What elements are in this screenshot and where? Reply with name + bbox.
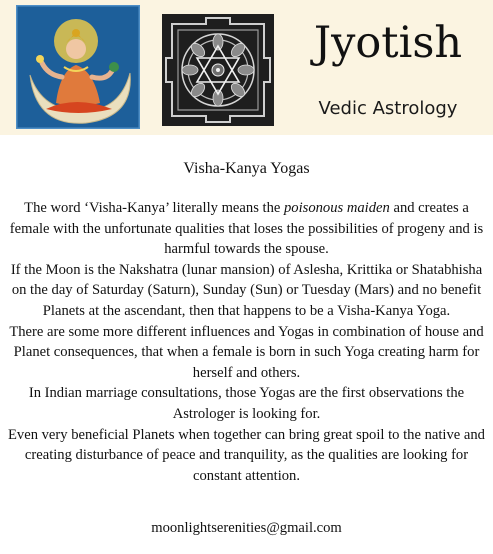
yantra-symbol-image bbox=[162, 14, 274, 126]
paragraph-definition bbox=[8, 198, 485, 260]
paragraph-influences: There are some more different influences and Yogas in combination of house and Planet consequences, that when a female is born in such Yoga creating harm for herself and others. bbox=[9, 323, 484, 381]
article-body bbox=[8, 198, 485, 486]
header-banner bbox=[0, 0, 493, 135]
article-title: Visha-Kanya Yogas bbox=[183, 160, 310, 177]
paragraph-definition-after: and creates a female with the unfortunate qualities that loses the possibilities of progeny and is harmful towards the spouse. bbox=[9, 200, 484, 258]
poisonous-maiden-emphasis: poisonous maiden bbox=[284, 200, 390, 216]
contact-email: moonlightserenities@gmail.com bbox=[151, 520, 342, 536]
moon-deity-image bbox=[16, 5, 140, 129]
paragraph-nakshatra: If the Moon is the Nakshatra (lunar mansion) of Aslesha, Krittika or Shatabhisha on the day of Saturday (Saturn), Sunday (Sun) or Tuesday (Mars) and no benefit Planets at the ascendant, then that happens to be a Visha-Kanya Yoga. bbox=[10, 261, 483, 319]
paragraph-planets: Even very beneficial Planets when together can bring great spoil to the native and creating disturbance of peace and tranquility, as the qualities are looking for constant attention. bbox=[8, 426, 485, 484]
paragraph-definition-before: The word ‘Visha-Kanya’ literally means the bbox=[24, 200, 284, 216]
paragraph-marriage: In Indian marriage consultations, those Yogas are the first observations the Astrologer is looking for. bbox=[28, 385, 465, 422]
brand-title: Jyotish bbox=[313, 18, 463, 68]
brand-subtitle: Vedic Astrology bbox=[318, 98, 458, 119]
